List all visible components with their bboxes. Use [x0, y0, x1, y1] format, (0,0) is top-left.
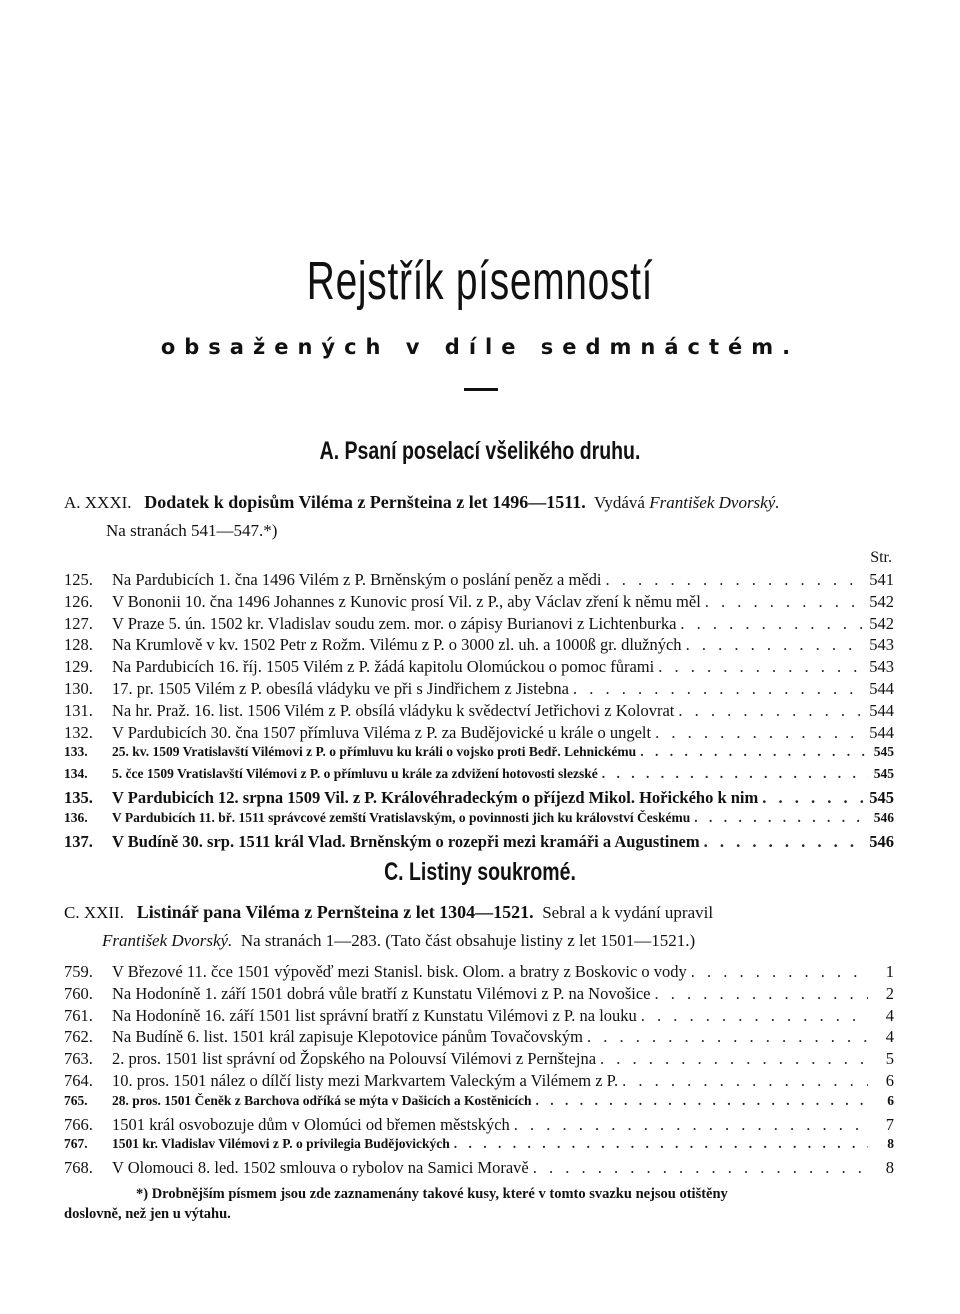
section-a-document-header — [64, 488, 898, 545]
list-item — [64, 810, 894, 832]
dot-leader — [651, 984, 869, 1004]
entry-page: 544 — [869, 722, 894, 742]
doc-ref: C. XXII. — [64, 903, 124, 922]
doc-title: Listinář pana Viléma z Pernšteina z let 1304—1521. — [136, 902, 534, 922]
entry-page: 6 — [885, 1070, 894, 1090]
list-item — [64, 1006, 894, 1028]
dot-leader — [674, 701, 865, 721]
doc-title: Dodatek k dopisům Viléma z Pernšteina z let 1496—1511. — [144, 492, 586, 512]
entry-text: 5. čce 1509 Vratislavští Vilémovi z P. o přímluvu u krále za zdvižení hotovosti slezské — [112, 766, 598, 782]
entry-page: 5 — [885, 1049, 894, 1069]
dot-leader — [636, 744, 868, 760]
entry-number: 137. — [64, 831, 93, 851]
entry-text: 28. pros. 1501 Čeněk z Barchova odříká se mýta v Dašicích a Kostěnicích — [112, 1092, 532, 1108]
list-item — [64, 570, 894, 592]
footnote-line: *) Drobnějším písmem jsou zde zaznamenány takové kusy, které v tomto svazku nejsou otištěny — [136, 1186, 728, 1202]
entry-number: 135. — [64, 787, 93, 807]
entry-text: 10. pros. 1501 nález o dílčí listy mezi Markvartem Valeckým a Vilémem z P. — [112, 1070, 619, 1090]
page-subtitle: obsažených v díle sedmnáctém. — [160, 335, 800, 359]
divider — [464, 388, 498, 391]
entry-text: Na Budíně 6. list. 1501 král zapisuje Klepotovice pánům Tovačovským — [112, 1027, 583, 1047]
entry-number: 128. — [64, 635, 93, 655]
entry-number: 760. — [64, 983, 93, 1003]
entry-text: Na hr. Praž. 16. list. 1506 Vilém z P. obsílá vládyku k svědectví Jetřichovi z Kolovrat — [112, 700, 675, 720]
entry-page: 4 — [885, 1005, 894, 1025]
dot-leader — [596, 1049, 868, 1069]
entry-page: 546 — [869, 831, 894, 851]
list-item — [64, 1071, 894, 1093]
entry-number: 767. — [64, 1136, 88, 1152]
dot-leader — [583, 1027, 868, 1047]
entry-text: 1501 král osvobozuje dům v Olomúci od břemen městských — [112, 1114, 510, 1134]
list-item — [64, 1115, 894, 1137]
dot-leader — [758, 788, 865, 808]
dot-leader — [637, 1006, 868, 1026]
dot-leader — [654, 657, 865, 677]
dot-leader — [701, 592, 865, 612]
list-item — [64, 832, 894, 854]
section-a-entries — [64, 570, 894, 853]
entry-text: 25. kv. 1509 Vratislavští Vilémovi z P. o přímluvu ku králi o vojsko proti Bedř. Lehnickému — [112, 744, 637, 760]
dot-leader — [532, 1093, 869, 1109]
list-item — [64, 788, 894, 810]
entry-text: 2. pros. 1501 list správní od Žopského na Polouvsí Vilémovi z Pernštejna — [112, 1049, 597, 1069]
entry-number: 766. — [64, 1114, 93, 1134]
pages-note: Na stranách 541—547.*) — [106, 521, 278, 540]
dot-leader — [510, 1115, 868, 1135]
list-item — [64, 1136, 894, 1158]
entry-page: 4 — [885, 1027, 894, 1047]
list-item — [64, 1093, 894, 1115]
entry-page: 545 — [873, 744, 894, 760]
entry-text: V Budíně 30. srp. 1511 král Vlad. Brněnským o rozepři mezi kramáři a Augustinem — [112, 831, 700, 851]
entry-text: V Bononii 10. čna 1496 Johannes z Kunovic prosí Vil. z P., aby Václav zření k němu měl — [112, 591, 701, 611]
doc-ref: A. XXXI. — [64, 493, 132, 512]
entry-number: 761. — [64, 1005, 93, 1025]
entry-page: 544 — [869, 678, 894, 698]
dot-leader — [687, 962, 868, 982]
list-item — [64, 962, 894, 984]
list-item — [64, 614, 894, 636]
dot-leader — [529, 1158, 868, 1178]
section-c-entries — [64, 962, 894, 1180]
entry-text: Na Hodoníně 16. září 1501 list správní bratří z Kunstatu Vilémovi z P. na louku — [112, 1005, 637, 1025]
dot-leader — [569, 679, 865, 699]
dot-leader — [450, 1136, 868, 1152]
entry-page: 543 — [869, 657, 894, 677]
edited-by: Sebral a k vydání upravil — [542, 903, 714, 922]
dot-leader — [618, 1071, 868, 1091]
list-item — [64, 679, 894, 701]
entry-page: 546 — [873, 809, 894, 825]
entry-text: V Březové 11. čce 1501 výpověď mezi Stanisl. bisk. Olom. a bratry z Boskovic o vody — [112, 962, 687, 981]
page-column-label: Str. — [870, 549, 892, 566]
entry-text: V Praze 5. ún. 1502 kr. Vladislav soudu zem. mor. o zápisy Burianovi z Lichtenburka — [112, 613, 677, 633]
entry-number: 125. — [64, 570, 93, 589]
entry-text: 1501 kr. Vladislav Vilémovi z P. o privilegia Budějovických — [112, 1136, 450, 1152]
entry-page: 541 — [869, 570, 894, 589]
entry-page: 543 — [869, 635, 894, 655]
entry-number: 763. — [64, 1049, 93, 1069]
entry-number: 126. — [64, 591, 93, 611]
section-c-document-header — [64, 898, 898, 955]
list-item — [64, 657, 894, 679]
entry-number: 765. — [64, 1092, 88, 1108]
footnote-line: doslovně, než jen u výtahu. — [64, 1206, 231, 1222]
entry-number: 759. — [64, 962, 93, 981]
entry-text: Na Krumlově v kv. 1502 Petr z Rožm. Vilému z P. o 3000 zl. uh. a 1000ß gr. dlužných — [112, 635, 682, 655]
entry-text: V Olomouci 8. led. 1502 smlouva o rybolov na Samici Moravě — [112, 1158, 529, 1178]
entry-text: V Pardubicích 12. srpna 1509 Vil. z P. Královéhradeckým o příjezd Mikol. Hořického k nim — [112, 787, 759, 807]
entry-page: 1 — [885, 962, 894, 981]
entry-text: V Pardubicích 30. čna 1507 přímluva Viléma z P. za Budějovické u krále o ungelt — [112, 722, 652, 742]
entry-text: Na Hodoníně 1. září 1501 dobrá vůle bratří z Kunstatu Vilémovi z P. na Novošice — [112, 983, 651, 1003]
dot-leader — [676, 614, 865, 634]
dot-leader — [700, 832, 866, 852]
entry-text: Na Pardubicích 1. čna 1496 Vilém z P. Brněnským o poslání peněz a mědi — [112, 570, 602, 589]
entry-number: 764. — [64, 1070, 93, 1090]
section-a-heading: A. Psaní poselací všelikého druhu. — [319, 437, 641, 465]
entry-number: 134. — [64, 766, 88, 782]
entry-number: 133. — [64, 744, 88, 760]
dot-leader — [690, 810, 868, 826]
entry-page: 6 — [887, 1092, 894, 1108]
list-item — [64, 701, 894, 723]
footnote — [64, 1184, 894, 1224]
editor-name: František Dvorský. — [649, 493, 780, 512]
list-item — [64, 1049, 894, 1071]
entry-number: 136. — [64, 809, 88, 825]
entry-number: 132. — [64, 722, 93, 742]
entry-page: 7 — [885, 1114, 894, 1134]
entry-number: 768. — [64, 1158, 93, 1178]
dot-leader — [682, 635, 866, 655]
list-item — [64, 984, 894, 1006]
list-item — [64, 1158, 894, 1180]
dot-leader — [651, 723, 865, 743]
list-item — [64, 1027, 894, 1049]
entry-page: 542 — [869, 613, 894, 633]
list-item — [64, 766, 894, 788]
list-item — [64, 592, 894, 614]
section-c-heading: C. Listiny soukromé. — [384, 858, 576, 886]
dot-leader — [601, 570, 865, 590]
entry-page: 2 — [885, 983, 894, 1003]
entry-page: 8 — [887, 1136, 894, 1152]
entry-page: 542 — [869, 591, 894, 611]
entry-number: 127. — [64, 613, 93, 633]
entry-number: 129. — [64, 657, 93, 677]
entry-page: 545 — [873, 766, 894, 782]
entry-number: 762. — [64, 1027, 93, 1047]
edited-by: Vydává — [593, 493, 645, 512]
entry-page: 545 — [869, 787, 894, 807]
entry-number: 131. — [64, 700, 93, 720]
list-item — [64, 744, 894, 766]
page-title: Rejstřík písemností — [306, 251, 654, 311]
editor-name: František Dvorský. — [102, 931, 233, 950]
entry-page: 8 — [885, 1158, 894, 1178]
list-item — [64, 635, 894, 657]
pages-note: Na stranách 1—283. (Tato část obsahuje listiny z let 1501—1521.) — [240, 931, 696, 950]
entry-text: V Pardubicích 11. bř. 1511 správcové zemští Vratislavským, o povinnosti jich ku království Českému — [112, 809, 691, 825]
entry-text: Na Pardubicích 16. říj. 1505 Vilém z P. žádá kapitolu Olomúckou o pomoc fůrami — [112, 657, 655, 677]
dot-leader — [598, 766, 868, 782]
entry-page: 544 — [869, 700, 894, 720]
list-item — [64, 723, 894, 745]
entry-number: 130. — [64, 678, 93, 698]
entry-text: 17. pr. 1505 Vilém z P. obesílá vládyku ve při s Jindřichem z Jistebna — [112, 678, 569, 698]
